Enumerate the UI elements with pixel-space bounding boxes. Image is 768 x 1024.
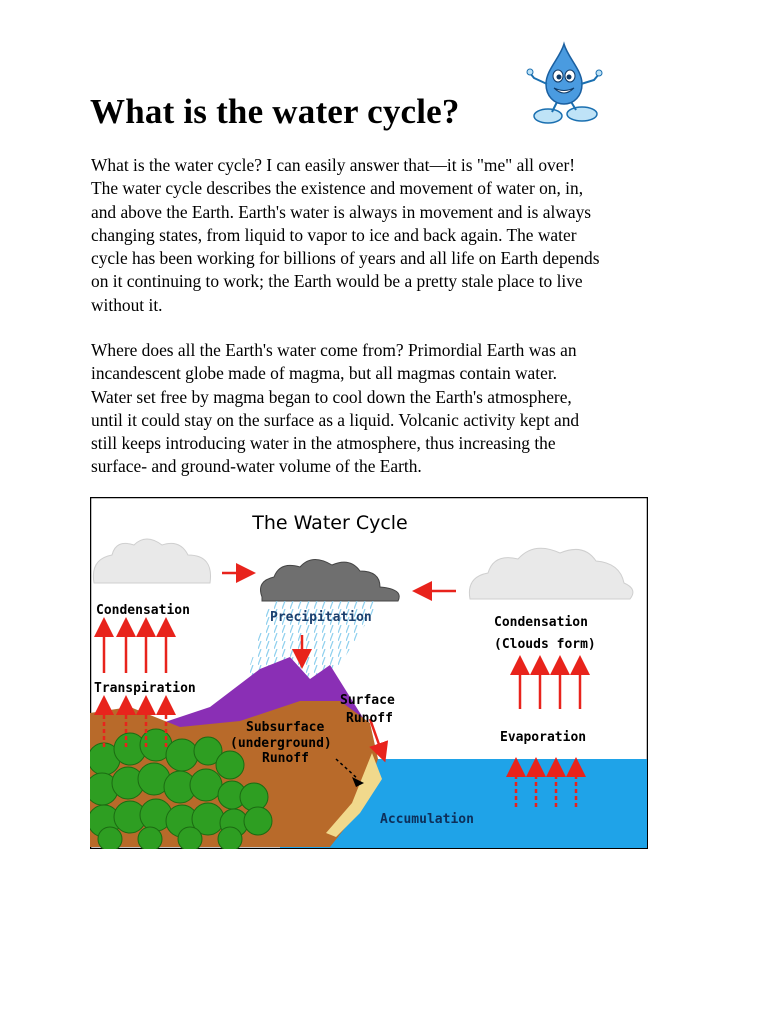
label-precipitation: Precipitation <box>270 610 372 625</box>
label-clouds-form: (Clouds form) <box>494 637 596 652</box>
page-title: What is the water cycle? <box>90 92 460 131</box>
text-line: without it. <box>91 294 163 315</box>
label-condensation-left: Condensation <box>96 603 190 618</box>
label-surface-runoff: Runoff <box>346 711 393 726</box>
label-surface: Surface <box>340 693 395 708</box>
text-line: cycle has been working for billions of years and all life on Earth depends <box>91 248 600 269</box>
paragraph-1 <box>91 154 691 317</box>
text-line: Water set free by magma began to cool down the Earth's atmosphere, <box>91 386 572 407</box>
text-line: surface- and ground-water volume of the Earth. <box>91 456 422 477</box>
label-transpiration: Transpiration <box>94 681 196 696</box>
label-subsurface: Subsurface <box>246 720 325 735</box>
paragraph-2 <box>91 339 691 479</box>
text-line: The water cycle describes the existence and movement of water on, in, <box>91 178 584 199</box>
label-subsurface-runoff: Runoff <box>262 751 309 766</box>
diagram-title: The Water Cycle <box>252 512 408 534</box>
label-condensation-right: Condensation <box>494 615 588 630</box>
water-drop-mascot-icon <box>524 40 604 128</box>
text-line: and above the Earth. Earth's water is always in movement and is always <box>91 201 592 222</box>
text-line: until it could stay on the surface as a liquid. Volcanic activity kept and <box>91 409 580 430</box>
text-line: incandescent globe made of magma, but all magmas contain water. <box>91 363 558 384</box>
text-line: Where does all the Earth's water come from? Primordial Earth was an <box>91 340 577 360</box>
text-line: on it continuing to work; the Earth would be a pretty stale place to live <box>91 271 583 292</box>
water-cycle-diagram <box>90 497 648 849</box>
text-line: still keeps introducing water in the atmosphere, thus increasing the <box>91 433 556 454</box>
text-line: What is the water cycle? I can easily answer that—it is "me" all over! <box>91 155 576 175</box>
label-accumulation: Accumulation <box>380 812 474 827</box>
text-line: changing states, from liquid to vapor to ice and back again. The water <box>91 224 577 245</box>
label-evaporation: Evaporation <box>500 730 587 745</box>
label-underground: (underground) <box>230 736 332 751</box>
